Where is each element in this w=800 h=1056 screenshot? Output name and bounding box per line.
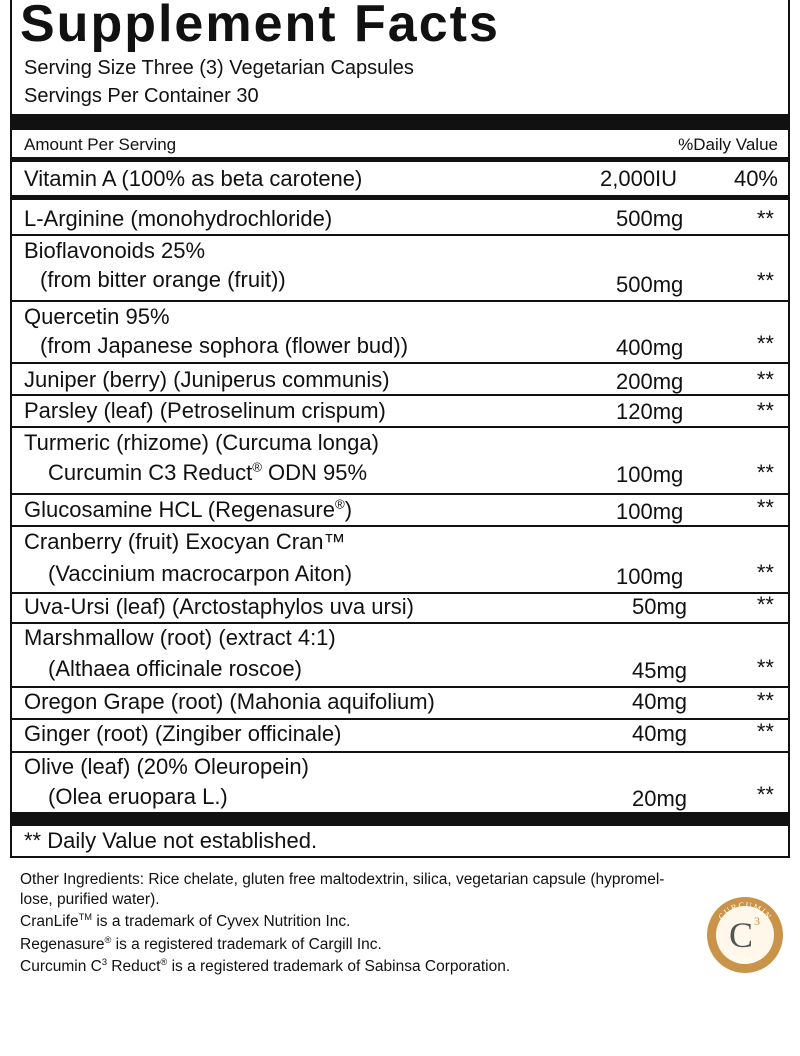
supplement-facts-panel [10,0,790,858]
ingredient-name: Glucosamine HCL (Regenasure®) [24,496,353,522]
dv-footnote: ** Daily Value not established. [24,828,318,853]
ingredient-dv: ** [756,495,774,520]
row-divider [12,234,788,236]
ingredient-name-sub: (from bitter orange (fruit)) [40,267,286,292]
ingredient-name-sub: (Vaccinium macrocarpon Aiton) [48,561,353,586]
ingredient-name: Olive (leaf) (20% Oleuropein) [24,754,309,779]
ingredient-dv: ** [756,719,774,744]
amount-per-serving-label: Amount Per Serving [24,135,177,154]
ingredient-name: Quercetin 95% [24,304,170,329]
trademark-regenasure: Regenasure® is a registered trademark of Cargill Inc. [20,934,382,953]
ingredient-dv: ** [756,460,774,485]
ingredient-dv: ** [756,206,774,231]
ingredient-dv: ** [756,592,774,617]
ingredient-name: Cranberry (fruit) Exocyan Cran™ [24,529,346,554]
row-divider [12,394,788,396]
row-divider [12,493,788,495]
row-divider [12,300,788,302]
ingredient-name: Uva-Ursi (leaf) (Arctostaphylos uva ursi) [24,594,414,619]
ingredient-name-sub: (from Japanese sophora (flower bud)) [40,333,409,358]
serving-size: Serving Size Three (3) Vegetarian Capsules [24,57,414,79]
row-divider [12,751,788,753]
logo-letter: C [728,915,754,955]
row-divider [12,362,788,364]
ingredient-amount: 100mg [616,462,684,487]
ingredient-dv: ** [756,688,774,713]
vitamin-a-amount: 2,000IU [600,166,678,191]
row-divider [12,426,788,428]
ingredient-dv: ** [756,782,774,807]
ingredient-amount: 45mg [632,658,688,683]
row-divider [12,686,788,688]
ingredient-name-sub: Curcumin C3 Reduct® ODN 95% [48,459,368,485]
ingredient-amount: 400mg [616,335,684,360]
row-divider [12,525,788,527]
ingredient-name: Bioflavonoids 25% [24,238,206,263]
ingredient-dv: ** [756,268,774,293]
ingredient-amount: 50mg [632,594,688,619]
ingredient-dv: ** [756,560,774,585]
ingredient-amount: 500mg [616,206,684,231]
ingredient-name: Ginger (root) (Zingiber officinale) [24,721,342,746]
ingredient-name: L-Arginine (monohydrochloride) [24,206,333,231]
logo-top-text: CURCUMIN [715,899,775,922]
row-divider [12,622,788,624]
ingredient-amount: 40mg [632,689,688,714]
ingredient-dv: ** [756,367,774,392]
ingredient-name-sub: (Olea eruopara L.) [48,784,228,809]
ingredient-amount: 100mg [616,499,684,524]
other-ingredients-line2: lose, purified water). [20,891,160,908]
ingredient-name: Parsley (leaf) (Petroselinum crispum) [24,398,386,423]
medium-rule [12,157,788,162]
curcumin-c3-reduct-logo [705,895,785,975]
vitamin-a-name: Vitamin A (100% as beta carotene) [24,166,363,191]
other-ingredients-line1: Other Ingredients: Rice chelate, gluten free maltodextrin, silica, vegetarian capsule (hypromel- [20,871,665,888]
vitamin-a-dv: 40% [733,166,778,191]
ingredient-amount: 20mg [632,786,688,811]
ingredient-dv: ** [756,398,774,423]
ingredient-amount: 120mg [616,399,684,424]
logo-superscript: 3 [754,914,760,928]
ingredient-name: Turmeric (rhizome) (Curcuma longa) [24,430,379,455]
servings-per-container: Servings Per Container 30 [24,85,259,107]
ingredient-amount: 100mg [616,564,684,589]
trademark-curcumin: Curcumin $C^3$ Reduct® is a registered trademark of Sabinsa Corporation. [20,956,511,975]
ingredient-dv: ** [756,331,774,356]
ingredient-amount: 200mg [616,369,684,394]
ingredient-name: Juniper (berry) (Juniperus communis) [24,367,390,392]
ingredient-name: Marshmallow (root) (extract 4:1) [24,625,336,650]
ingredient-name: Oregon Grape (root) (Mahonia aquifolium) [24,689,435,714]
thick-rule-bottom [12,812,788,826]
thick-rule-top [12,114,788,130]
medium-rule-2 [12,195,788,200]
ingredient-amount: 500mg [616,272,684,297]
row-divider [12,718,788,720]
trademark-cranlife: CranLife™ is a trademark of Cyvex Nutrition Inc. [20,911,351,930]
panel-title: Supplement Facts [20,0,500,53]
logo-bottom-text: REDUCT [725,950,765,967]
ingredient-name-sub: (Althaea officinale roscoe) [48,656,302,681]
ingredient-dv: ** [756,655,774,680]
ingredient-amount: 40mg [632,721,688,746]
daily-value-label: %Daily Value [678,135,778,154]
